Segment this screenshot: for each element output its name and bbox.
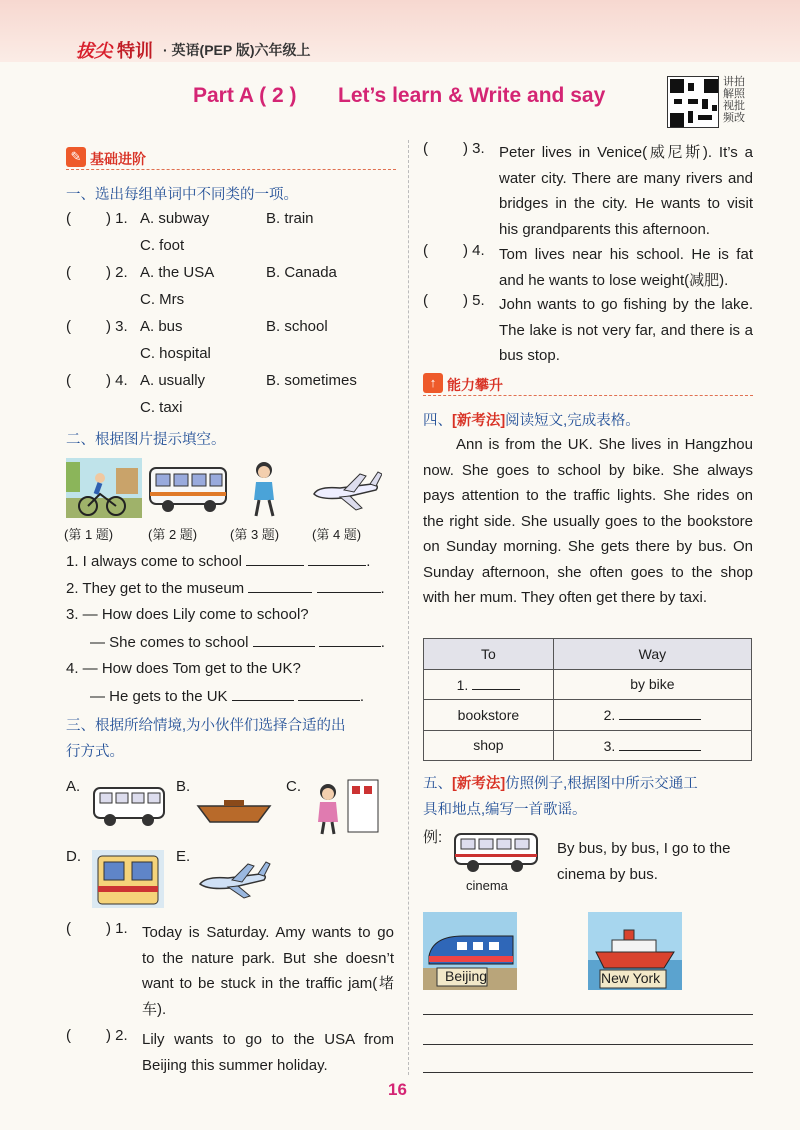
option-label: B.: [176, 778, 191, 795]
writing-line[interactable]: [423, 1044, 753, 1045]
part2-line: — He gets to the UK .: [90, 688, 365, 705]
table-cell: 3.: [553, 730, 751, 761]
section-advanced: ↑ 能力攀升: [423, 372, 753, 396]
part2-heading: 二、根据图片提示填空。: [66, 432, 226, 448]
answer-blank[interactable]: [472, 676, 520, 690]
picture-caption: (第 3 题): [230, 527, 280, 542]
brand-logo: 拔尖: [76, 41, 112, 61]
airplane-image: [310, 468, 382, 512]
picture-caption: (第 2 题): [148, 527, 198, 542]
picture-caption: (第 4 题): [312, 527, 362, 542]
table-cell: bookstore: [424, 700, 554, 731]
rocket-icon: ↑: [423, 373, 443, 393]
table-cell: shop: [424, 730, 554, 761]
cyclist-image: [66, 458, 142, 518]
brand-name: 特训: [117, 41, 153, 61]
answer-table: To Way 1. by bike bookstore 2. shop 3.: [423, 638, 752, 761]
part2-line: 1. I always come to school .: [66, 553, 371, 570]
writing-line[interactable]: [423, 1072, 753, 1073]
walking-option-image: [304, 778, 384, 836]
part3-heading: 行方式。: [66, 744, 124, 760]
option-label: C.: [286, 778, 301, 795]
qr-caption: 讲拍解照视批频改: [723, 76, 745, 124]
part5-heading: 五、[新考法]仿照例子,根据图中所示交通工: [423, 776, 698, 792]
column-divider: [408, 140, 409, 1075]
part5-heading: 具和地点,编写一首歌谣。: [423, 802, 587, 818]
part2-line: — She comes to school .: [90, 634, 385, 651]
place-label: New York: [601, 970, 661, 986]
page-number: 16: [388, 1080, 407, 1099]
example-label: 例:: [423, 829, 443, 846]
part2-line: 2. They get to the museum .: [66, 580, 385, 597]
part-title: Part A ( 2 ): [193, 84, 297, 107]
example-bus-image: [453, 830, 539, 874]
table-cell: 2.: [553, 700, 751, 731]
reading-passage: Ann is from the UK. She lives in Hangzhou now. She goes to school by bike. She always pays attention to the traffic lights. She rides on the right side. She usually goes to the bookstore on Sunday morning. She gets there by bus. On Sunday afternoon, she often goes to the shop with her mum. They often get there by taxi.: [423, 436, 753, 606]
boat-option-image: [196, 798, 272, 826]
table-cell: by bike: [553, 669, 751, 700]
plane-option-image: [196, 856, 272, 900]
section-basic: ✎ 基础进阶: [66, 146, 396, 170]
option-label: D.: [66, 848, 81, 865]
bus-option-image: [92, 784, 166, 828]
part2-line: 3. — How does Lily come to school?: [66, 606, 309, 623]
pencil-icon: ✎: [66, 147, 86, 167]
qr-code-icon[interactable]: [667, 76, 719, 128]
part2-line: 4. — How does Tom get to the UK?: [66, 660, 301, 677]
answer-blank[interactable]: [619, 737, 701, 751]
part1-heading: 一、选出每组单词中不同类的一项。: [66, 187, 298, 203]
answer-blank[interactable]: [619, 706, 701, 720]
walking-girl-image: [246, 460, 282, 520]
option-label: E.: [176, 848, 191, 865]
example-place: cinema: [466, 878, 508, 893]
option-label: A.: [66, 778, 81, 795]
table-cell: 1.: [424, 669, 554, 700]
place-label: Beijing: [445, 968, 488, 984]
part4-heading: 四、[新考法]阅读短文,完成表格。: [423, 413, 640, 429]
part3-heading: 三、根据所给情境,为小伙伴们选择合适的出: [66, 718, 346, 734]
bus-image: [148, 462, 228, 514]
picture-caption: (第 1 题): [64, 527, 114, 542]
subway-option-image: [92, 850, 164, 908]
book-subtitle: · 英语(PEP 版)六年级上: [163, 42, 311, 58]
example-chant: By bus, by bus, I go to the cinema by bus.: [557, 840, 731, 883]
writing-line[interactable]: [423, 1014, 753, 1015]
lesson-title: Let’s learn & Write and say: [338, 84, 606, 107]
